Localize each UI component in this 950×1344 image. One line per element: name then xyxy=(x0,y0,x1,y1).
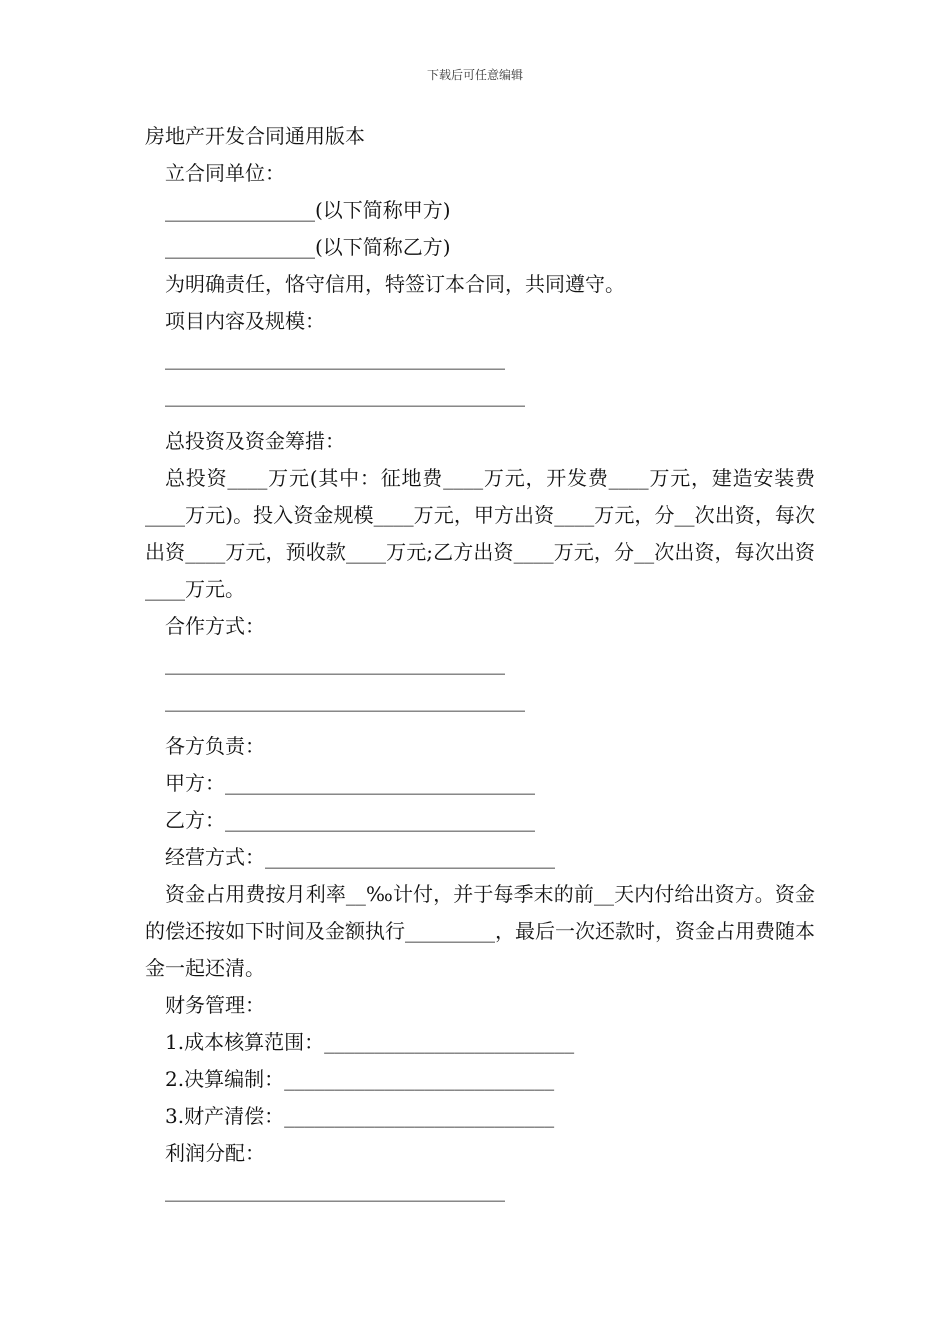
project-scope-blank-1: __________________________________ xyxy=(165,346,505,370)
profit-heading: 利润分配： xyxy=(165,1141,265,1165)
project-scope-heading: 项目内容及规模： xyxy=(165,309,325,333)
party-b-responsibility: 乙方：_______________________________ xyxy=(165,808,535,832)
preamble: 为明确责任，恪守信用，特签订本合同，共同遵守。 xyxy=(165,272,625,296)
investment-heading: 总投资及资金筹措： xyxy=(165,429,345,453)
page-header-note: 下载后可任意编辑 xyxy=(426,68,523,82)
finance-item-1: 1.成本核算范围：_________________________ xyxy=(165,1030,575,1054)
profit-blank: __________________________________ xyxy=(165,1178,505,1202)
responsibilities-heading: 各方负责： xyxy=(165,734,265,758)
finance-item-2: 2.决算编制：___________________________ xyxy=(165,1067,555,1091)
investment-clause: 总投资____万元(其中：征地费____万元，开发费____万元，建造安装费____万元)。投入资金规模____万元，甲方出资____万元，分__次出资，每次出资____万元，预收款____万元;乙方出资____万元，分__次出资，每次出资____万元。 xyxy=(145,466,815,601)
cooperation-blank-1: __________________________________ xyxy=(165,651,505,675)
cooperation-heading: 合作方式： xyxy=(165,614,265,638)
operation-mode: 经营方式：_____________________________ xyxy=(165,845,555,869)
cooperation-blank-2: ____________________________________ xyxy=(165,688,525,712)
document-body xyxy=(145,118,815,1209)
party-b-line: _______________(以下简称乙方) xyxy=(165,235,451,259)
contract-parties-label: 立合同单位： xyxy=(165,161,285,185)
finance-item-3: 3.财产清偿：___________________________ xyxy=(165,1104,555,1128)
party-a-responsibility: 甲方：_______________________________ xyxy=(165,771,535,795)
finance-heading: 财务管理： xyxy=(165,993,265,1017)
project-scope-blank-2: ____________________________________ xyxy=(165,383,525,407)
party-a-line: _______________(以下简称甲方) xyxy=(165,198,451,222)
capital-fee-clause: 资金占用费按月利率__‰计付，并于每季末的前__天内付给出资方。资金的偿还按如下时间及金额执行_________，最后一次还款时，资金占用费随本金一起还清。 xyxy=(145,882,815,980)
document-title: 房地产开发合同通用版本 xyxy=(145,124,365,148)
